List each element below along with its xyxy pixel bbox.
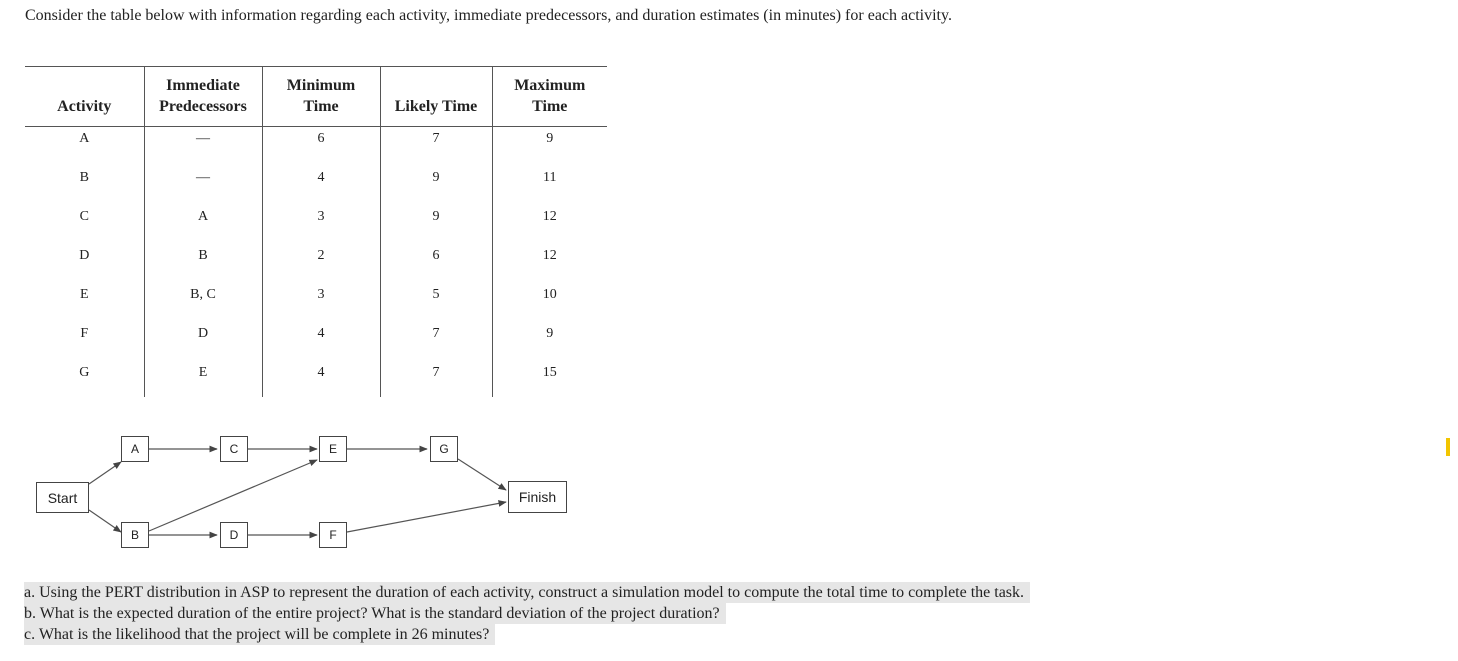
cell-maximum: 15: [492, 361, 607, 397]
cell-activity: E: [79, 286, 89, 302]
question-c: c. What is the likelihood that the project will be complete in 26 minutes?: [24, 624, 495, 645]
table-row: [25, 166, 607, 205]
node-a: A: [121, 436, 149, 462]
cell-maximum: 12: [492, 205, 607, 244]
cell-likely: 7: [380, 361, 492, 397]
cell-predecessors: D: [144, 322, 262, 361]
cell-activity: D: [79, 247, 90, 263]
cell-predecessors: B: [144, 244, 262, 283]
header-maximum-time: Maximum Time: [492, 67, 607, 127]
question-b: b. What is the expected duration of the entire project? What is the standard deviation of the project duration?: [24, 603, 726, 624]
table-row: [25, 283, 607, 322]
cell-likely: 9: [380, 205, 492, 244]
cell-minimum: 6: [262, 127, 380, 166]
cell-likely: 5: [380, 283, 492, 322]
header-minimum-time: Minimum Time: [262, 67, 380, 127]
cell-activity: A: [79, 131, 90, 146]
cell-predecessors: —: [144, 127, 262, 166]
cell-maximum: 10: [492, 283, 607, 322]
node-e: E: [319, 436, 347, 462]
table-row: [25, 244, 607, 283]
cell-minimum: 2: [262, 244, 380, 283]
cell-minimum: 4: [262, 361, 380, 397]
table-header-row: [25, 67, 607, 127]
header-likely-time: Likely Time: [380, 67, 492, 127]
cell-activity: B: [79, 169, 89, 185]
header-activity: Activity: [25, 67, 144, 127]
cell-likely: 7: [380, 322, 492, 361]
node-start: Start: [36, 482, 89, 513]
cell-activity: G: [79, 364, 90, 380]
node-d: D: [220, 522, 248, 548]
cell-likely: 6: [380, 244, 492, 283]
cell-activity: C: [79, 208, 89, 224]
cell-maximum: 12: [492, 244, 607, 283]
edge-b-e: [149, 460, 317, 531]
cell-activity: F: [80, 325, 89, 341]
cell-maximum: 11: [492, 166, 607, 205]
activity-table: [25, 66, 607, 397]
cell-predecessors: B, C: [144, 283, 262, 322]
edge-start-a: [89, 462, 121, 484]
cell-minimum: 4: [262, 166, 380, 205]
question-a: a. Using the PERT distribution in ASP to represent the duration of each activity, construct a simulation model to compute the total time to complete the task.: [24, 582, 1030, 603]
table-row: [25, 322, 607, 361]
cell-predecessors: A: [144, 205, 262, 244]
cell-minimum: 3: [262, 205, 380, 244]
cell-minimum: 3: [262, 283, 380, 322]
header-predecessors: Immediate Predecessors: [144, 67, 262, 127]
node-finish: Finish: [508, 481, 567, 513]
table-row: [25, 205, 607, 244]
edge-start-b: [89, 510, 121, 532]
node-b: B: [121, 522, 149, 548]
cell-predecessors: —: [144, 166, 262, 205]
text-cursor-marker: [1446, 438, 1450, 456]
edge-f-finish: [347, 502, 506, 532]
node-c: C: [220, 436, 248, 462]
intro-text: Consider the table below with information regarding each activity, immediate predecessors, and duration estimates (in minutes) for each activity.: [25, 7, 952, 24]
node-f: F: [319, 522, 347, 548]
cell-likely: 9: [380, 166, 492, 205]
node-g: G: [430, 436, 458, 462]
cell-minimum: 4: [262, 322, 380, 361]
cell-maximum: 9: [492, 322, 607, 361]
questions: [24, 582, 1030, 645]
cell-predecessors: E: [144, 361, 262, 397]
edge-g-finish: [458, 459, 506, 490]
cell-maximum: 9: [492, 127, 607, 166]
cell-likely: 7: [380, 127, 492, 166]
table-row: [25, 361, 607, 397]
table-row: [25, 127, 607, 166]
